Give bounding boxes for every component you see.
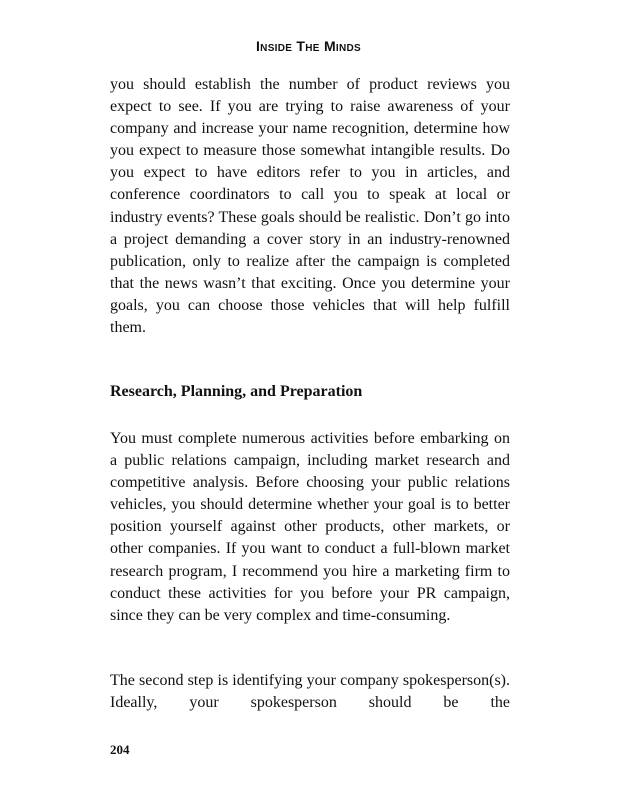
running-header: Inside The Minds <box>255 38 362 54</box>
section-heading: Research, Planning, and Preparation <box>110 383 363 400</box>
body-paragraph-3: The second step is identifying your company spokesperson(s). Ideally, your spokesperson should be the <box>110 672 510 712</box>
body-paragraph-3-container <box>110 670 510 714</box>
body-paragraph-2-container <box>110 428 510 627</box>
page-number: 204 <box>110 742 130 757</box>
body-paragraph-1-container <box>110 74 510 339</box>
body-paragraph-1: you should establish the number of product reviews you expect to see. If you are trying to raise awareness of your company and increase your name recognition, determine how you expect to measure those somewhat intangible results. Do you expect to have editors refer to you in articles, and conference coordinators to call you to speak at local or industry events? These goals should be realistic. Don’t go into a project demanding a cover story in an industry-renowned publication, only to realize after the campaign is completed that the news wasn’t that exciting. Once you determine your goals, you can choose those vehicles that will help fulfill them. <box>110 76 510 337</box>
body-paragraph-2: You must complete numerous activities before embarking on a public relations campaign, including market research and competitive analysis. Before choosing your public relations vehicles, you should determine whether your goal is to better position yourself against other products, other markets, or other companies. If you want to conduct a full-blown market research program, I recommend you hire a marketing firm to conduct these activities for you before your PR campaign, since they can be very complex and time-consuming. <box>110 430 510 624</box>
